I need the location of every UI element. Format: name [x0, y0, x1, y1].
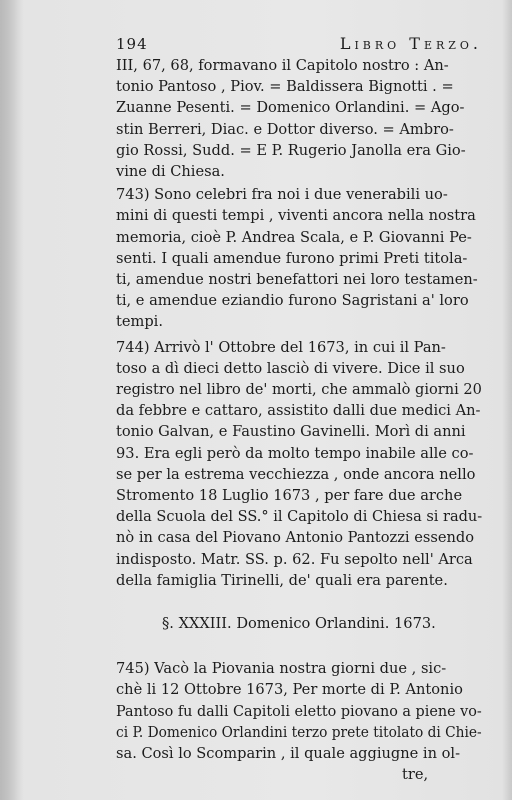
text-line: registro nel libro de' morti, che ammalò giorni 20: [116, 381, 482, 399]
text-line: tempi.: [116, 313, 163, 331]
text-line: 744) Arrivò l' Ottobre del 1673, in cui il Pan-: [116, 338, 446, 356]
text-line: chè li 12 Ottobre 1673, Per morte di P. Antonio: [116, 681, 463, 699]
text-line: indisposto. Matr. SS. p. 62. Fu sepolto nell' Arca: [116, 550, 473, 568]
text-line: stin Berreri, Diac. e Dottor diverso. = Ambro-: [116, 120, 454, 138]
text-line: mini di questi tempi , viventi ancora nella nostra: [116, 207, 476, 225]
text-line: vine di Chiesa.: [116, 163, 225, 181]
text-line: ti, e amendue eziandio furono Sagristani a' loro: [116, 292, 469, 310]
text-line: toso a dì dieci detto lasciò di vivere. Dice il suo: [116, 359, 465, 377]
text-line: tonio Pantoso , Piov. = Baldissera Bignotti . =: [116, 78, 454, 96]
paragraph-744: [116, 337, 482, 591]
text-line: ci P. Domenico Orlandini terzo prete titolato di Chie-: [116, 723, 482, 741]
page-number: 194: [116, 35, 148, 53]
page-edge: [502, 0, 512, 800]
text-line: se per la estrema vecchiezza , onde ancora nello: [116, 465, 476, 483]
text-line: da febbre e cattaro, assistito dalli due medici An-: [116, 402, 481, 420]
text-line: 745) Vacò la Piovania nostra giorni due , sic-: [116, 660, 447, 678]
text-line: III, 67, 68, formavano il Capitolo nostro : An-: [116, 57, 449, 74]
text-line: Pantoso fu dalli Capitoli eletto piovano a piene vo-: [116, 702, 482, 720]
text-line: tonio Galvan, e Faustino Gavinelli. Morì di anni: [116, 423, 466, 441]
gutter-shadow: [0, 0, 24, 800]
text-line: nò in casa del Piovano Antonio Pantozzi essendo: [116, 529, 475, 547]
section-heading: §. XXXIII. Domenico Orlandini. 1673.: [162, 615, 436, 633]
text-line: Zuanne Pesenti. = Domenico Orlandini. = Ago-: [116, 99, 465, 117]
page-header: [116, 34, 482, 53]
paragraph-743: [116, 184, 482, 332]
text-line: della Scuola del SS.° il Capitolo di Chiesa si radu-: [116, 508, 483, 526]
text-line: 743) Sono celebri fra noi i due venerabili uo-: [116, 186, 448, 204]
text-line: tre,: [402, 766, 429, 784]
text-line: sa. Così lo Scomparin , il quale aggiugne in ol-: [116, 745, 461, 763]
text-line: senti. I quali amendue furono primi Preti titola-: [116, 249, 468, 267]
paragraph-745: [116, 658, 482, 785]
text-line: ti, amendue nostri benefattori nei loro testamen-: [116, 271, 478, 289]
text-line: memoria, cioè P. Andrea Scala, e P. Giovanni Pe-: [116, 228, 472, 246]
running-title: Libro Terzo.: [339, 34, 482, 53]
text-line: 93. Era egli però da molto tempo inabile alle co-: [116, 444, 474, 462]
text-line: della famiglia Tirinelli, de' quali era parente.: [116, 571, 448, 589]
text-line: Stromento 18 Luglio 1673 , per fare due arche: [116, 487, 463, 505]
text-line: gio Rossi, Sudd. = E P. Rugerio Janolla era Gio-: [116, 141, 466, 159]
paragraph-continuation: [116, 55, 482, 182]
